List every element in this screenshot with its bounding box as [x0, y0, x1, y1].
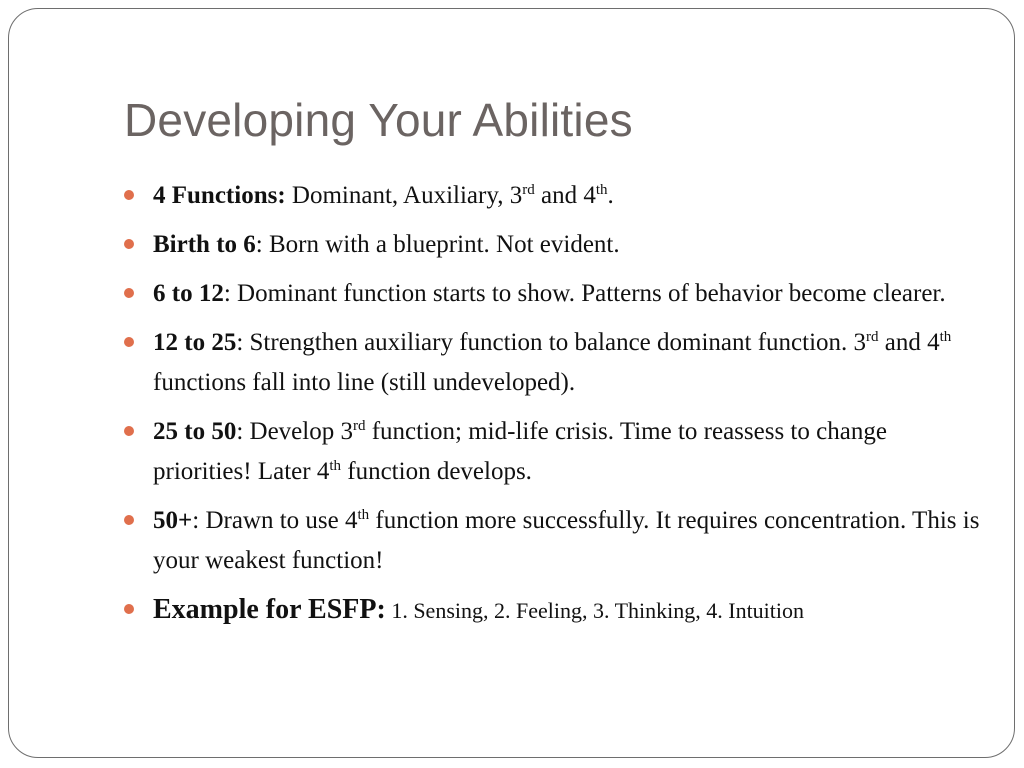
ordinal-suffix: th	[357, 507, 370, 523]
ordinal-suffix: th	[595, 182, 608, 198]
bullet-birth-to-6	[124, 225, 984, 265]
bullet-dot-icon	[124, 337, 134, 347]
ordinal-suffix: th	[939, 329, 952, 345]
bullet-text: : Dominant function starts to show. Patterns of behavior become clearer.	[223, 280, 946, 307]
bullet-dot-icon	[124, 604, 134, 614]
bullet-text: : Develop 3	[236, 418, 353, 445]
bullet-12-to-25	[124, 323, 984, 403]
bullet-list	[124, 176, 984, 640]
bullet-text: function develops.	[341, 458, 532, 485]
bullet-dot-icon	[124, 288, 134, 298]
bullet-text: 1. Sensing, 2. Feeling, 3. Thinking, 4. Intuition	[385, 598, 805, 623]
bullet-text: function; mid-life crisis. Time to reassess to change priorities! Later 4	[153, 418, 887, 485]
bullet-text: : Born with a blueprint. Not evident.	[255, 231, 620, 258]
bullet-text: : Drawn to use 4	[192, 507, 358, 534]
bullet-dot-icon	[124, 515, 134, 525]
bullet-dot-icon	[124, 190, 134, 200]
ordinal-suffix: rd	[522, 182, 535, 198]
bullet-lead: Birth to 6	[153, 231, 256, 258]
bullet-lead: 50+	[153, 507, 193, 534]
slide-title: Developing Your Abilities	[124, 94, 633, 146]
bullet-text: Dominant, Auxiliary, 3	[285, 182, 523, 209]
slide-frame	[8, 8, 1015, 758]
bullet-text: functions fall into line (still undeveloped).	[153, 369, 576, 396]
bullet-50-plus	[124, 501, 984, 581]
bullet-lead: 12 to 25	[153, 329, 237, 356]
bullet-dot-icon	[124, 426, 134, 436]
bullet-25-to-50	[124, 412, 984, 492]
bullet-text: : Strengthen auxiliary function to balance dominant function. 3	[236, 329, 867, 356]
bullet-example-esfp	[124, 590, 984, 631]
bullet-lead: Example for ESFP:	[153, 594, 386, 625]
bullet-lead: 6 to 12	[153, 280, 224, 307]
bullet-text: .	[607, 182, 614, 209]
ordinal-suffix: rd	[866, 329, 879, 345]
bullet-text: function more successfully. It requires concentration. This is your weakest function!	[153, 507, 980, 574]
ordinal-suffix: rd	[352, 418, 366, 434]
bullet-functions	[124, 176, 984, 216]
bullet-text: and 4	[878, 329, 940, 356]
bullet-lead: 4 Functions:	[153, 182, 286, 209]
ordinal-suffix: th	[329, 458, 341, 474]
bullet-dot-icon	[124, 239, 134, 249]
bullet-6-to-12	[124, 274, 984, 314]
bullet-lead: 25 to 50	[153, 418, 237, 445]
bullet-text: and 4	[534, 182, 596, 209]
